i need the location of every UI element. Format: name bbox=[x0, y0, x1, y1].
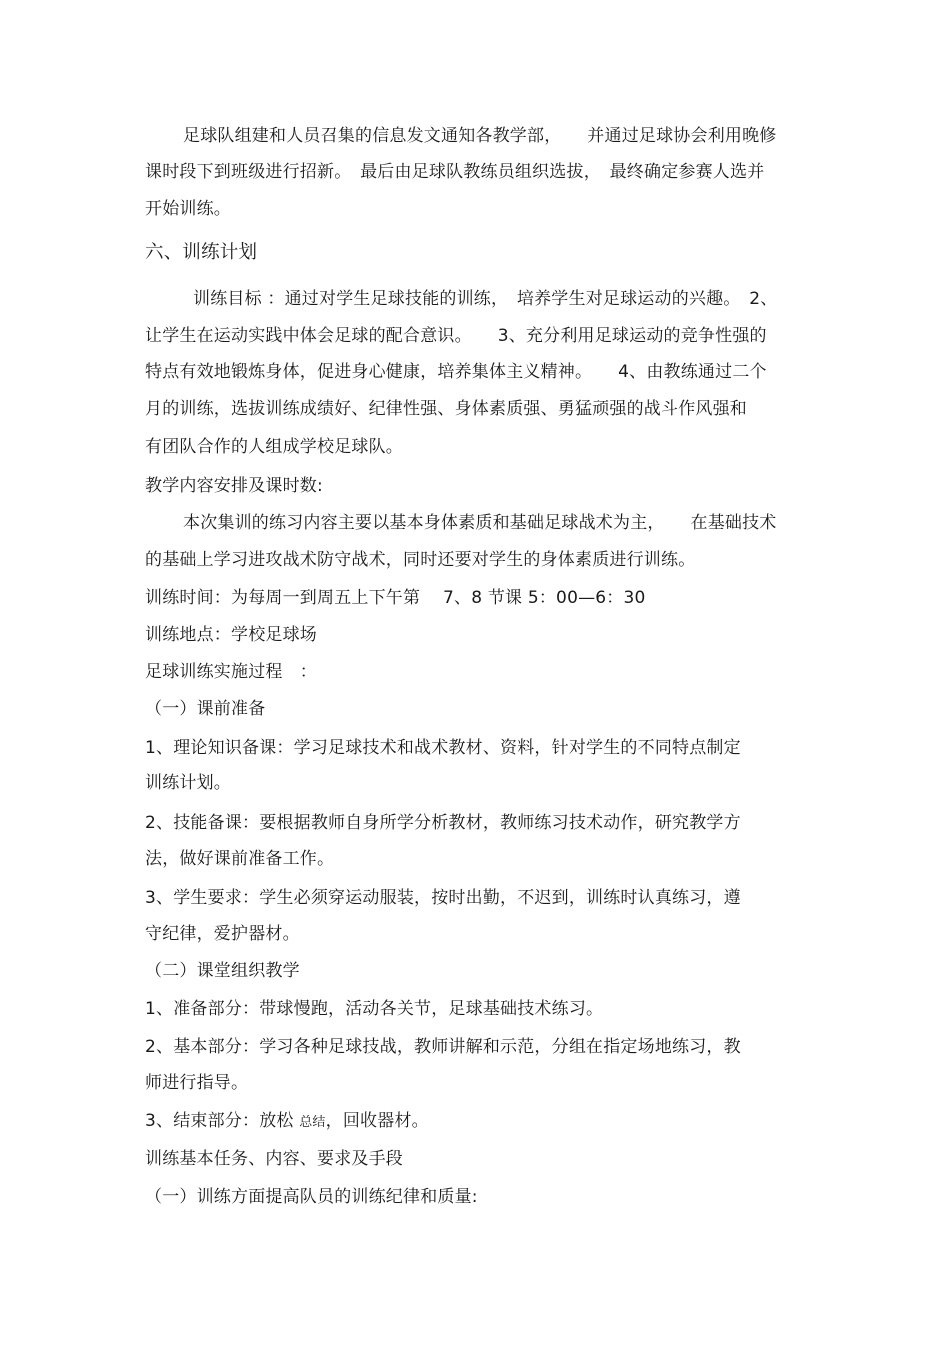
process-label: 足球训练实施过程 ： bbox=[145, 662, 317, 682]
content-line-2: 的基础上学习进攻战术防守战术，同时还要对学生的身体素质进行训练。 bbox=[145, 550, 696, 570]
content-line-1: 本次集训的练习内容主要以基本身体素质和基础足球战术为主， 在基础技术 bbox=[183, 513, 777, 533]
prep-item-3-line-2: 守纪律，爱护器材。 bbox=[145, 924, 300, 944]
training-place: 训练地点：学校足球场 bbox=[145, 625, 317, 645]
prep-item-3-line-1: 3、学生要求：学生必须穿运动服装，按时出勤，不迟到，训练时认真练习，遵 bbox=[145, 888, 741, 908]
prep-item-2-line-1: 2、技能备课：要根据教师自身所学分析教材，教师练习技术动作，研究教学方 bbox=[145, 813, 741, 833]
intro-line-2: 课时段下到班级进行招新。 最后由足球队教练员组织选拔， 最终确定参赛人选并 bbox=[145, 162, 765, 182]
class-heading: （二）课堂组织教学 bbox=[145, 961, 300, 981]
goals-line-3: 特点有效地锻炼身体，促进身心健康，培养集体主义精神。 4、由教练通过二个 bbox=[145, 362, 767, 382]
class-item-3-small-text: 总结 bbox=[299, 1115, 326, 1130]
class-item-3-prefix: 3、结束部分：放松 bbox=[145, 1111, 300, 1131]
goals-line-2: 让学生在运动实践中体会足球的配合意识。 3、充分利用足球运动的竞争性强的 bbox=[145, 326, 767, 346]
tasks-subheading: （一）训练方面提高队员的训练纪律和质量: bbox=[145, 1187, 478, 1207]
class-item-1: 1、准备部分：带球慢跑，活动各关节，足球基础技术练习。 bbox=[145, 999, 604, 1019]
content-arrangement-label: 教学内容安排及课时数: bbox=[145, 476, 323, 496]
intro-line-3: 开始训练。 bbox=[145, 199, 231, 219]
training-time: 训练时间：为每周一到周五上下午第 7、8 节课 5：00—6：30 bbox=[145, 588, 646, 608]
class-item-3 bbox=[145, 1110, 429, 1134]
intro-line-1: 足球队组建和人员召集的信息发文通知各教学部， 并通过足球协会利用晚修 bbox=[183, 126, 777, 146]
prep-item-1-line-1: 1、理论知识备课：学习足球技术和战术教材、资料，针对学生的不同特点制定 bbox=[145, 738, 741, 758]
tasks-heading: 训练基本任务、内容、要求及手段 bbox=[145, 1149, 403, 1169]
goals-line-1: 训练目标 ：通过对学生足球技能的训练， 培养学生对足球运动的兴趣。 2、 bbox=[193, 289, 778, 309]
class-item-2-line-1: 2、基本部分：学习各种足球技战，教师讲解和示范，分组在指定场地练习，教 bbox=[145, 1037, 741, 1057]
class-item-3-suffix: ，回收器材。 bbox=[325, 1111, 429, 1131]
section-heading: 六、训练计划 bbox=[145, 242, 258, 263]
goals-line-4: 月的训练，选拔训练成绩好、纪律性强、身体素质强、勇猛顽强的战斗作风强和 bbox=[145, 399, 747, 419]
prep-heading: （一）课前准备 bbox=[145, 699, 266, 719]
prep-item-1-line-2: 训练计划。 bbox=[145, 773, 231, 793]
class-item-2-line-2: 师进行指导。 bbox=[145, 1073, 249, 1093]
goals-line-5: 有团队合作的人组成学校足球队。 bbox=[145, 437, 403, 457]
prep-item-2-line-2: 法，做好课前准备工作。 bbox=[145, 849, 335, 869]
